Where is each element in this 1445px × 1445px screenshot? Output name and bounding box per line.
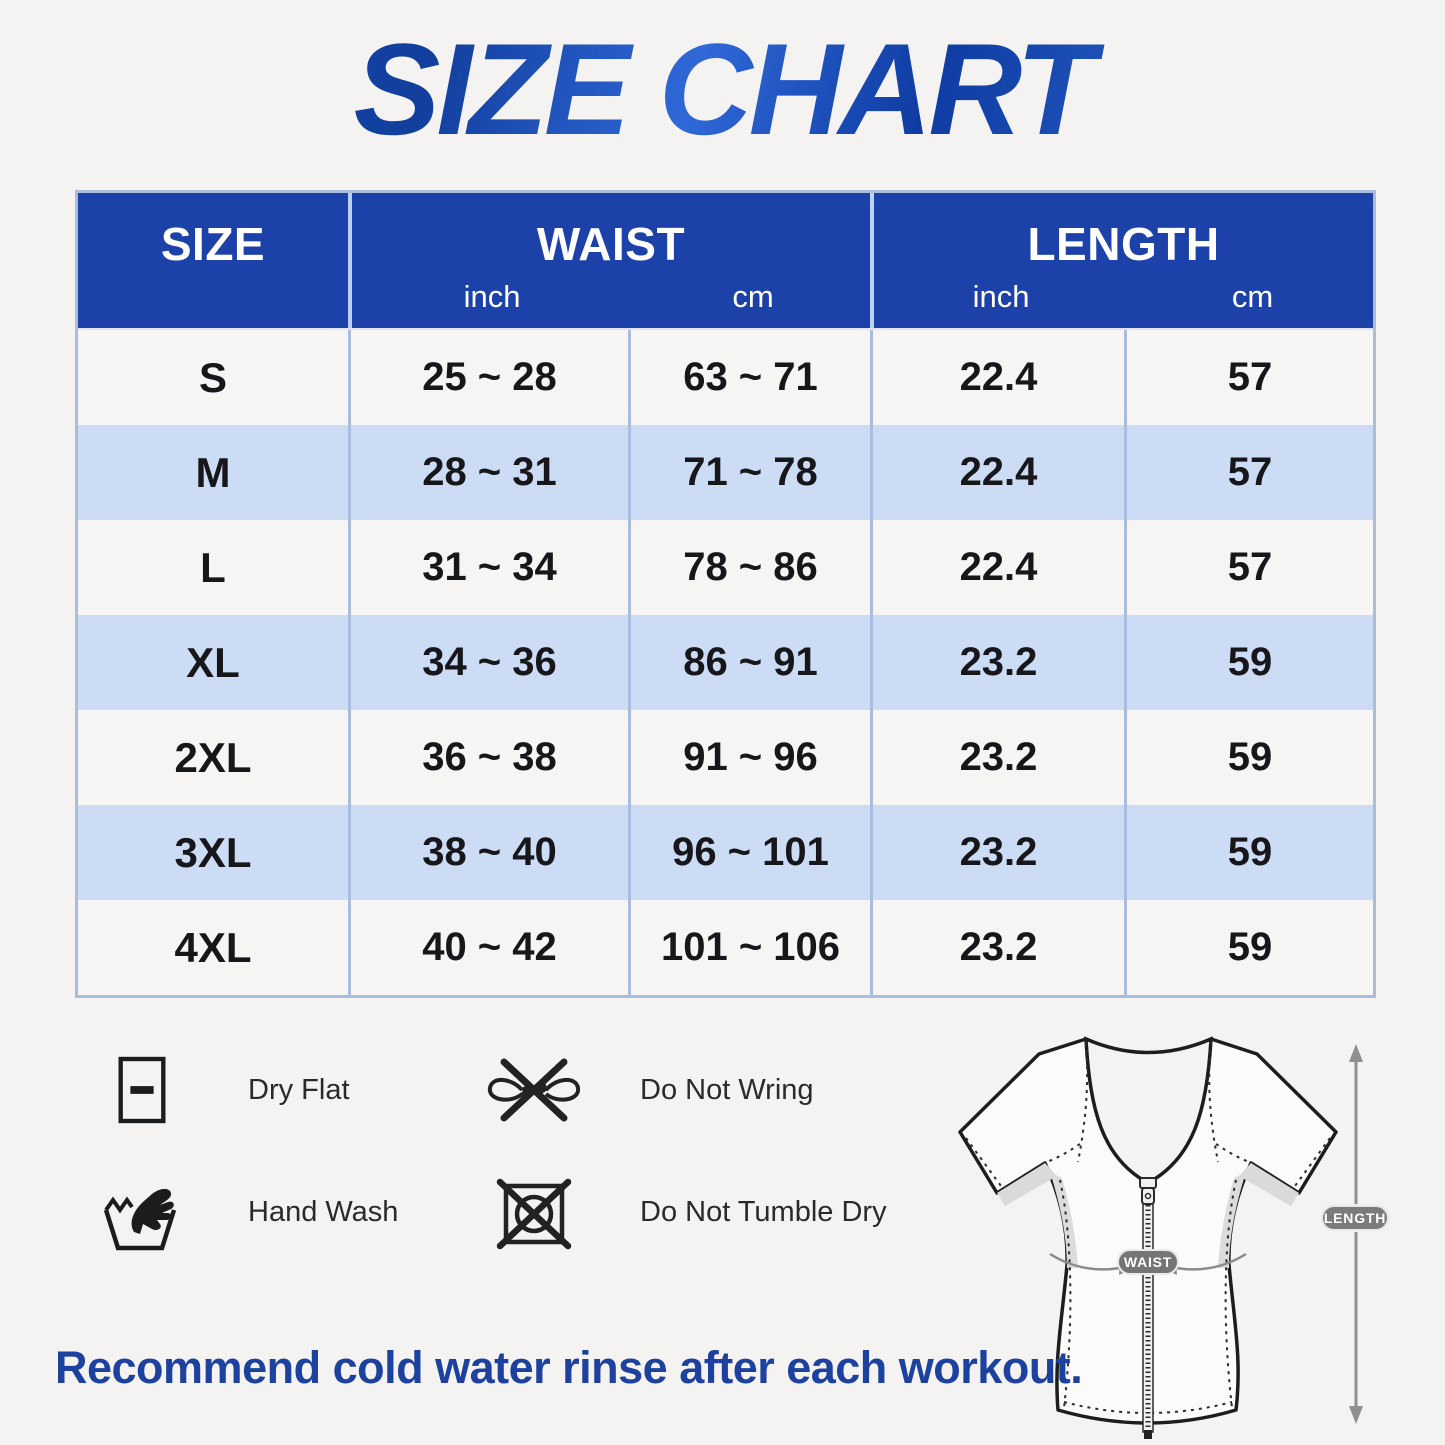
cell-length-inch: 23.2 [870, 615, 1124, 710]
table-row [78, 900, 1373, 995]
cell-length-inch: 23.2 [870, 805, 1124, 900]
header-waist-inch: inch [463, 279, 521, 314]
table-row [78, 805, 1373, 900]
cell-length-cm: 57 [1124, 520, 1373, 615]
cell-waist-inch: 36 ~ 38 [348, 710, 628, 805]
do-not-tumble-dry-icon [480, 1172, 588, 1252]
cell-length-inch: 22.4 [870, 330, 1124, 425]
cell-waist-inch: 38 ~ 40 [348, 805, 628, 900]
care-item-hand-wash [88, 1170, 480, 1254]
cell-length-cm: 57 [1124, 330, 1373, 425]
size-table [75, 190, 1376, 998]
table-row [78, 710, 1373, 805]
care-item-dry-flat [88, 1052, 480, 1128]
care-label: Do Not Wring [640, 1073, 814, 1106]
do-not-wring-icon [480, 1052, 588, 1128]
cell-size: L [200, 544, 226, 591]
cell-waist-cm: 78 ~ 86 [628, 520, 870, 615]
size-table-header [78, 193, 1373, 328]
svg-text:WAIST: WAIST [1123, 1254, 1173, 1270]
cell-waist-inch: 28 ~ 31 [348, 425, 628, 520]
cell-waist-cm: 71 ~ 78 [628, 425, 870, 520]
care-label: Do Not Tumble Dry [640, 1195, 887, 1228]
cell-waist-cm: 101 ~ 106 [628, 900, 870, 995]
page-title: SIZE CHART [0, 14, 1445, 164]
cell-length-inch: 23.2 [870, 710, 1124, 805]
cell-waist-cm: 91 ~ 96 [628, 710, 870, 805]
cell-waist-inch: 31 ~ 34 [348, 520, 628, 615]
cell-length-inch: 22.4 [870, 425, 1124, 520]
care-item-do-not-tumble-dry [480, 1170, 968, 1254]
cell-length-cm: 57 [1124, 425, 1373, 520]
cell-waist-inch: 34 ~ 36 [348, 615, 628, 710]
table-row [78, 330, 1373, 425]
care-item-do-not-wring [480, 1052, 968, 1128]
header-waist-cm: cm [732, 279, 774, 314]
waist-badge [1118, 1250, 1178, 1274]
size-table-body [78, 328, 1373, 995]
cell-length-inch: 23.2 [870, 900, 1124, 995]
table-row [78, 520, 1373, 615]
cell-size: 3XL [174, 829, 252, 876]
care-note: Recommend cold water rinse after each workout. [55, 1342, 1083, 1393]
cell-length-cm: 59 [1124, 615, 1373, 710]
cell-size: M [195, 449, 231, 496]
cell-size: S [198, 354, 227, 401]
table-row [78, 615, 1373, 710]
header-waist: WAIST [536, 218, 686, 270]
cell-waist-inch: 25 ~ 28 [348, 330, 628, 425]
cell-length-inch: 22.4 [870, 520, 1124, 615]
care-label: Hand Wash [248, 1195, 399, 1228]
cell-length-cm: 59 [1124, 710, 1373, 805]
header-size: SIZE [160, 218, 266, 270]
dry-flat-icon [88, 1054, 196, 1126]
cell-size: 4XL [174, 924, 252, 971]
header-length-inch: inch [972, 279, 1030, 314]
cell-size: 2XL [174, 734, 252, 781]
cell-waist-cm: 96 ~ 101 [628, 805, 870, 900]
cell-length-cm: 59 [1124, 805, 1373, 900]
svg-text:LENGTH: LENGTH [1323, 1210, 1387, 1226]
cell-waist-cm: 86 ~ 91 [628, 615, 870, 710]
table-row [78, 425, 1373, 520]
hand-wash-icon [88, 1170, 196, 1254]
care-instructions [88, 1052, 968, 1254]
header-length-cm: cm [1231, 279, 1274, 314]
cell-size: XL [186, 639, 240, 686]
cell-waist-inch: 40 ~ 42 [348, 900, 628, 995]
header-length: LENGTH [1027, 218, 1220, 270]
cell-waist-cm: 63 ~ 71 [628, 330, 870, 425]
cell-length-cm: 59 [1124, 900, 1373, 995]
length-badge [1322, 1206, 1388, 1230]
care-label: Dry Flat [248, 1073, 350, 1106]
